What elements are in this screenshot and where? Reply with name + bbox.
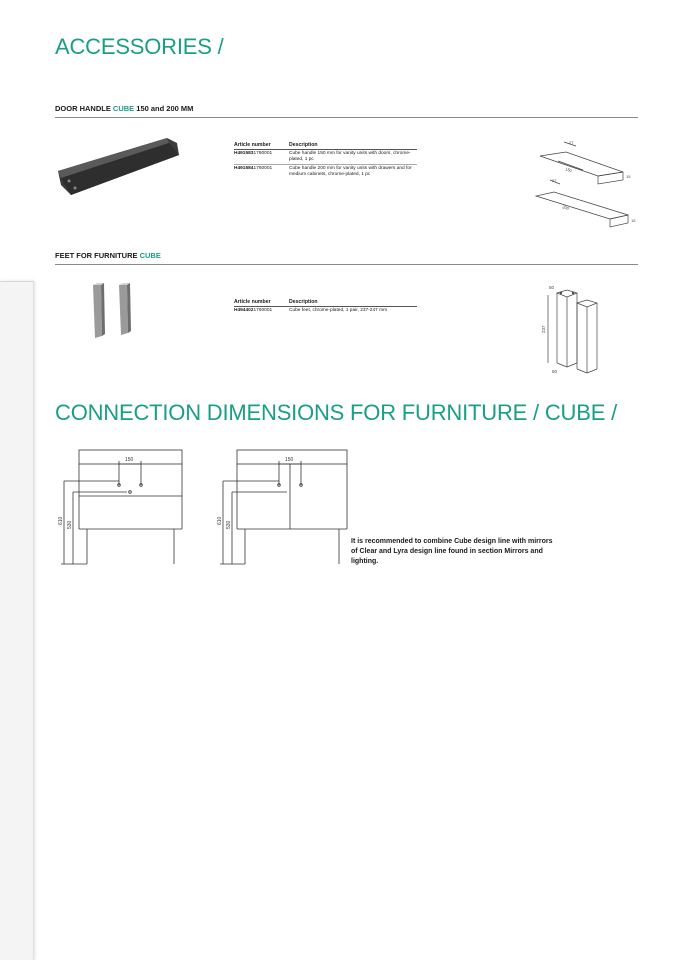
connection-title: CONNECTION DIMENSIONS FOR FURNITURE / CUBE / <box>55 400 617 425</box>
dim-label: 530 <box>226 520 232 529</box>
section-title-prefix: DOOR HANDLE <box>55 104 113 113</box>
dim-label: 200 <box>561 204 570 212</box>
article-number: H4944021760001 <box>234 308 273 313</box>
table-row <box>234 150 417 165</box>
dim-label: 15 <box>626 174 631 179</box>
col-article-number: Article number <box>234 142 271 148</box>
feet-table <box>234 299 417 315</box>
section-title-accent: CUBE <box>139 251 161 260</box>
description: Cube handle 200 mm for vanity units with drawers and for medium cabinets, chrome-plated, 1 pc <box>289 166 412 177</box>
drawer-unit-diagram <box>57 447 187 567</box>
door-handle-table <box>234 142 417 179</box>
dim-label: 610 <box>58 516 64 525</box>
table-row <box>234 307 417 315</box>
section-title-accent: CUBE <box>112 104 135 113</box>
article-number: H4915831760001 <box>234 151 273 156</box>
recommendation-note: It is recommended to combine Cube design line with mirrors of Clear and Lyra design line found in section Mirrors and lighting. <box>351 538 553 565</box>
col-article-number: Article number <box>234 299 271 305</box>
table-row <box>234 165 417 179</box>
page-title: ACCESSORIES / <box>55 34 224 59</box>
section-title-suffix: 150 and 200 MM <box>134 104 194 113</box>
description: Cube handle 150 mm for vanity units with doors, chrome-plated, 1 pc <box>289 151 411 162</box>
door-handle-photo <box>55 133 185 208</box>
dim-label: 27 <box>552 178 557 183</box>
dim-label: 150 <box>125 457 134 463</box>
table-header <box>234 299 417 307</box>
dim-label: 15 <box>631 218 636 223</box>
page-edge-sidebar <box>0 281 34 960</box>
door-unit-diagram <box>215 447 350 567</box>
table-header <box>234 142 417 150</box>
section-door-handle-title <box>55 104 638 118</box>
dim-label: 150 <box>564 166 573 174</box>
dim-label: 150 <box>285 457 294 463</box>
dim-label: 50 <box>552 369 558 374</box>
dim-label: 27 <box>569 140 574 145</box>
feet-photo <box>88 280 138 342</box>
section-title-prefix: FEET FOR FURNITURE <box>55 251 140 260</box>
section-feet-title <box>55 251 638 265</box>
dim-label: 530 <box>67 520 73 529</box>
dim-label: 237 <box>541 325 546 333</box>
dim-label: 50 <box>549 285 555 290</box>
door-handle-drawing <box>528 136 638 236</box>
col-description: Description <box>289 142 318 148</box>
article-number: H4915841760001 <box>234 166 273 171</box>
col-description: Description <box>289 299 318 305</box>
feet-drawing <box>535 283 610 375</box>
dim-label: 610 <box>217 516 223 525</box>
description: Cube feet, chrome-plated, 1 pair, 237-247 mm <box>289 308 388 313</box>
